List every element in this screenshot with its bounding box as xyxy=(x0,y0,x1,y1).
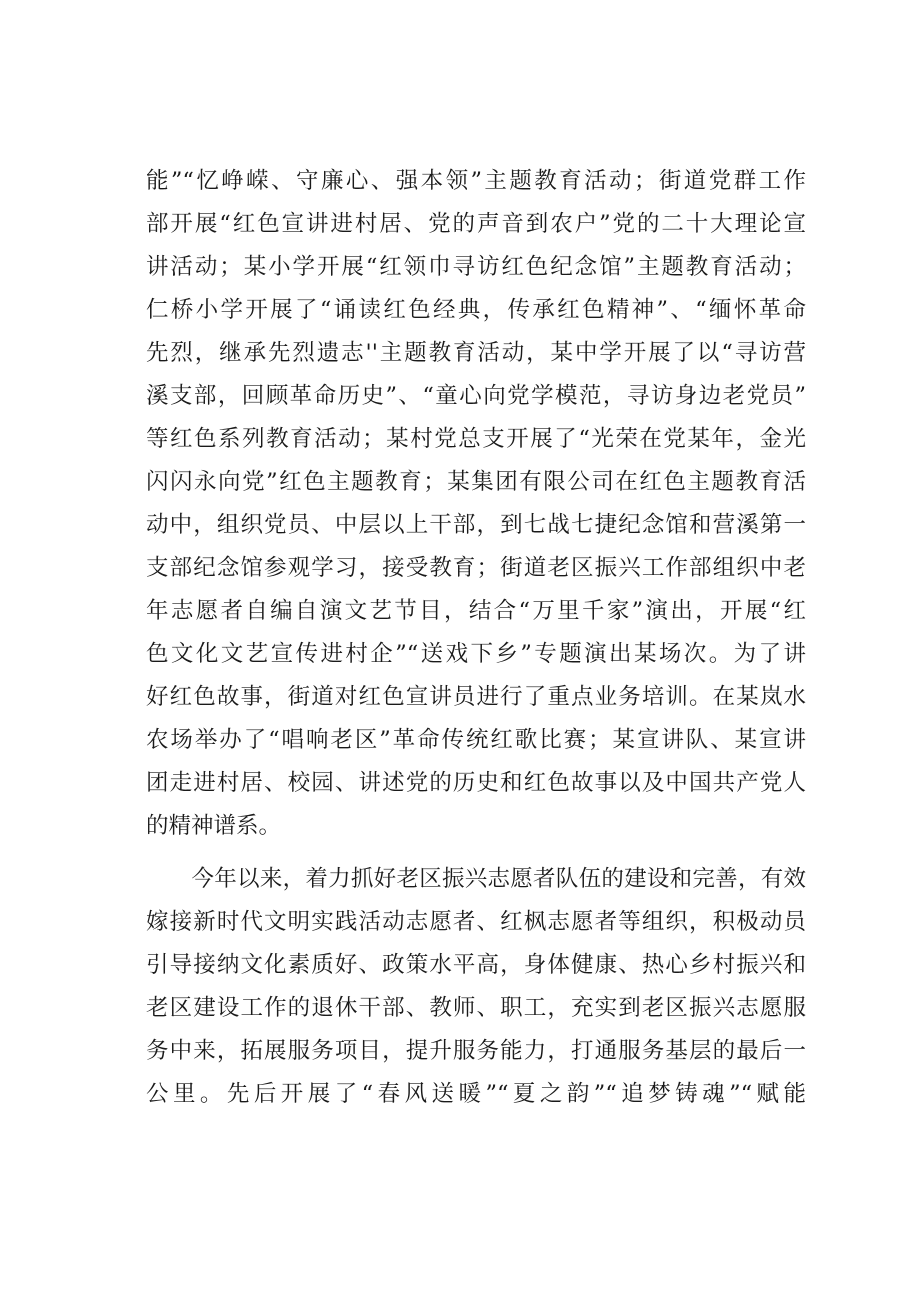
text-line: 务中来，拓展服务项目，提升服务能力，打通服务基层的最后一 xyxy=(146,1038,806,1064)
text-line: 农场举办了“唱响老区”革命传统红歌比赛；某宣讲队、某宣讲 xyxy=(146,727,806,753)
text-line: 的精神谱系。 xyxy=(146,813,282,839)
text-line: 今年以来，着力抓好老区振兴志愿者队伍的建设和完善，有效 xyxy=(146,866,806,892)
text-line: 部开展“红色宣讲进村居、党的声音到农户”党的二十大理论宣 xyxy=(146,211,806,237)
paragraph-2 xyxy=(146,858,806,1116)
text-line: 仁桥小学开展了“诵读红色经典，传承红色精神”、“缅怀革命 xyxy=(146,297,806,323)
text-line: 团走进村居、校园、讲述党的历史和红色故事以及中国共产党人 xyxy=(146,770,806,796)
text-line: 讲活动；某小学开展“红领巾寻访红色纪念馆”主题教育活动； xyxy=(146,254,806,280)
text-line: 引导接纳文化素质好、政策水平高，身体健康、热心乡村振兴和 xyxy=(146,952,806,978)
paragraph-gap xyxy=(146,848,806,858)
text-line: 年志愿者自编自演文艺节目，结合“万里千家”演出，开展“红 xyxy=(146,598,806,624)
paragraph-1 xyxy=(146,160,806,848)
text-line: 闪闪永向党”红色主题教育；某集团有限公司在红色主题教育活 xyxy=(146,469,806,495)
text-line: 支部纪念馆参观学习，接受教育；街道老区振兴工作部组织中老 xyxy=(146,555,806,581)
text-line: 嫁接新时代文明实践活动志愿者、红枫志愿者等组织，积极动员 xyxy=(146,909,806,935)
text-line: 等红色系列教育活动；某村党总支开展了“光荣在党某年，金光 xyxy=(146,426,806,452)
text-line: 溪支部，回顾革命历史”、“童心向党学模范，寻访身边老党员” xyxy=(146,383,806,409)
body-text xyxy=(146,160,806,1116)
text-line: 色文化文艺宣传进村企”“送戏下乡”专题演出某场次。为了讲 xyxy=(146,641,806,667)
text-line: 动中，组织党员、中层以上干部，到七战七捷纪念馆和营溪第一 xyxy=(146,512,806,538)
text-line: 好红色故事，街道对红色宣讲员进行了重点业务培训。在某岚水 xyxy=(146,684,806,710)
text-line: 能”“忆峥嵘、守廉心、强本领”主题教育活动；街道党群工作 xyxy=(146,168,806,194)
text-line: 先烈，继承先烈遗志''主题教育活动，某中学开展了以“寻访营 xyxy=(146,340,806,366)
text-line: 老区建设工作的退休干部、教师、职工，充实到老区振兴志愿服 xyxy=(146,995,806,1021)
text-line: 公里。先后开展了“春风送暖”“夏之韵”“追梦铸魂”“赋能 xyxy=(146,1081,806,1107)
